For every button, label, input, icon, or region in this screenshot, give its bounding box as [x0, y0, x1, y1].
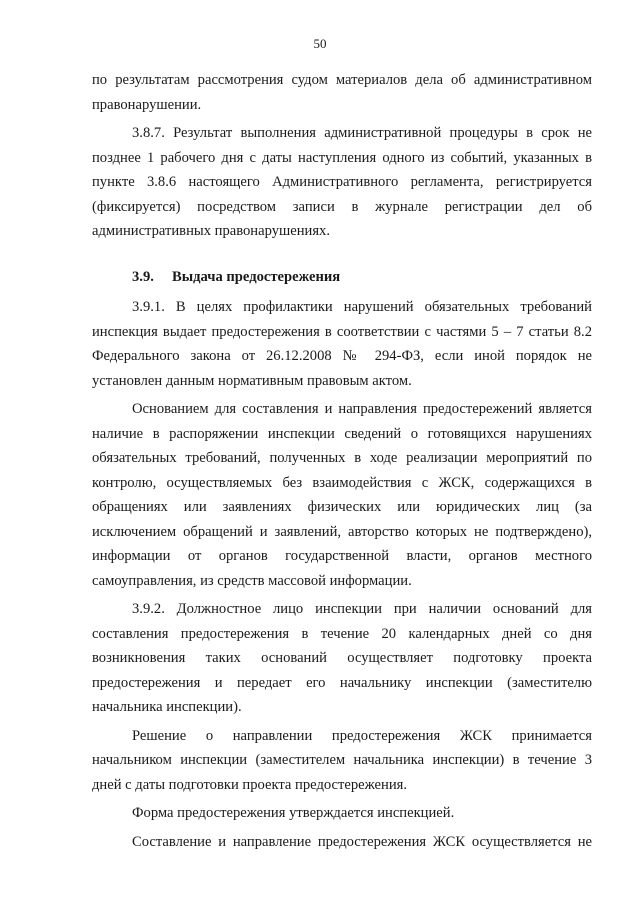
paragraph-3-9-2: 3.9.2. Должностное лицо инспекции при наличии оснований для составления предостережения в течение 20 календарных дней со дня возникновения таких оснований осуществляет подготовку проекта предостережения и передает его начальнику инспекции (заместителю начальника инспекции). — [92, 601, 592, 715]
section-title: Выдача предостережения — [172, 268, 341, 285]
section-heading — [132, 265, 592, 290]
document-body — [92, 68, 592, 854]
section-number: 3.9. — [132, 268, 154, 285]
paragraph-continuation: по результатам рассмотрения судом материалов дела об административном правонарушении. — [92, 72, 592, 113]
paragraph-3-9-1: 3.9.1. В целях профилактики нарушений обязательных требований инспекция выдает предостережения в соответствии с частями 5 – 7 статьи 8.2 Федерального закона от 26.12.2008 № 294-ФЗ, если иной порядок не установлен данным нормативным правовым актом. — [92, 299, 592, 389]
paragraph-decision: Решение о направлении предостережения ЖСК принимается начальником инспекции (заместителем начальника инспекции) в течение 3 дней с даты подготовки проекта предостережения. — [92, 727, 592, 793]
paragraph-3-8-7: 3.8.7. Результат выполнения административной процедуры в срок не позднее 1 рабочего дня с даты наступления одного из событий, указанных в пункте 3.8.6 настоящего Административного регламента, регистрируется (фиксируется) посредством записи в журнале регистрации дел об административных правонарушениях. — [92, 125, 592, 239]
paragraph-last: Составление и направление предостережения ЖСК осуществляется не — [132, 833, 592, 850]
paragraph-form: Форма предостережения утверждается инспекцией. — [132, 805, 455, 821]
page-number: 50 — [313, 36, 327, 51]
paragraph-basis: Основанием для составления и направления предостережений является наличие в распоряжении инспекции сведений о готовящихся нарушениях обязательных требований, полученных в ходе реализации мероприятий по контролю, осуществляемых без взаимодействия с ЖСК, содержащихся в обращениях или заявлениях физических или юридических лиц (за исключением обращений и заявлений, авторство которых не подтверждено), информации от органов государственной власти, органов местного самоуправления, из средств массовой информации. — [92, 401, 592, 589]
